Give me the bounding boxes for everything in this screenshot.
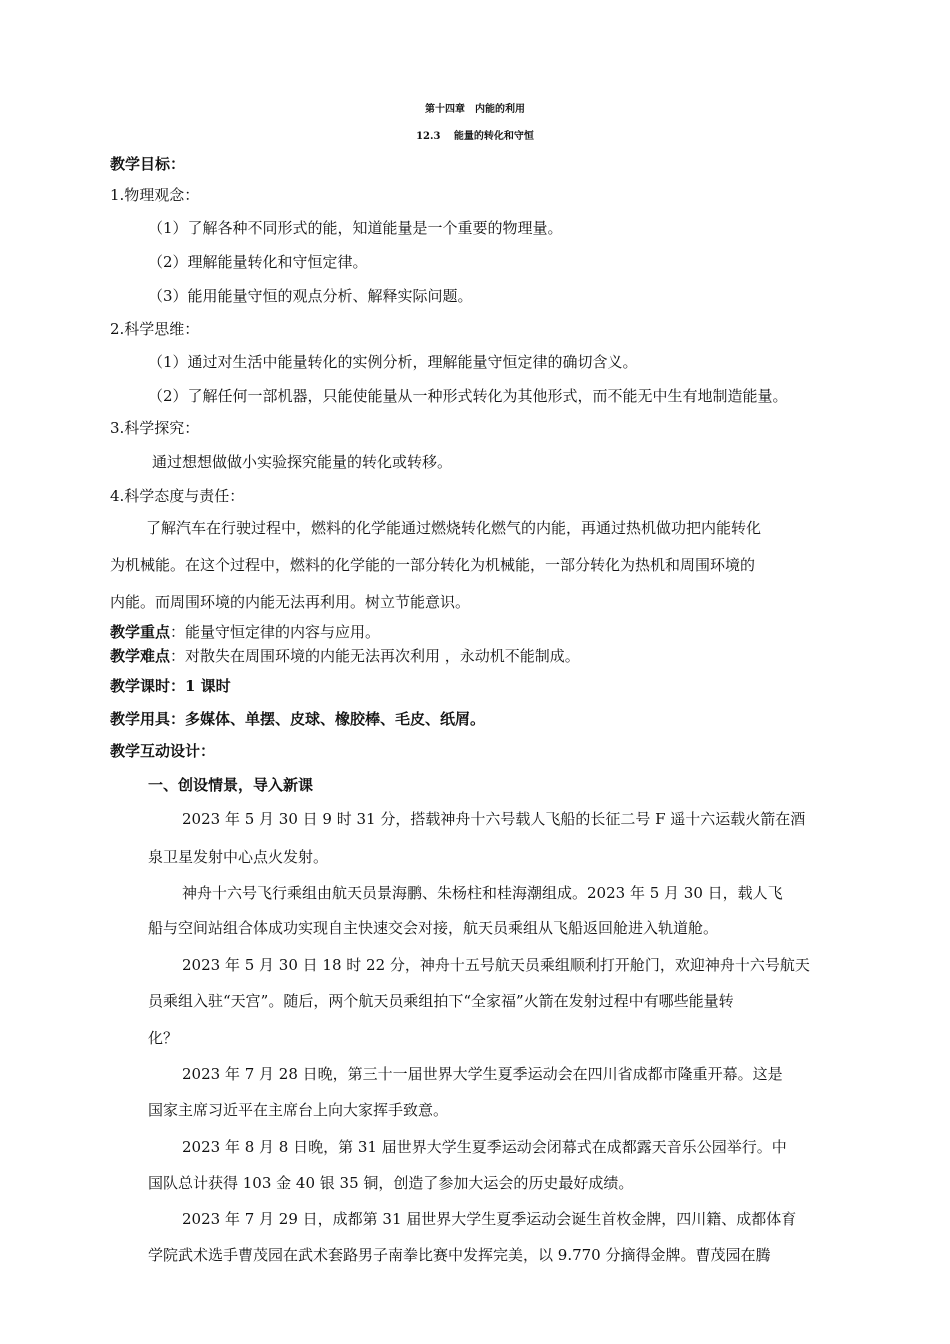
physics-concept-title: 1.物理观念： — [110, 186, 200, 204]
difficulty — [110, 646, 580, 666]
physics-concept-item: （3）能用能量守恒的观点分析、解释实际问题。 — [148, 287, 473, 305]
paragraph-line: 2023 年 5 月 30 日 9 时 31 分，搭载神舟十六号载人飞船的长征二号 F 遥十六运载火箭在酒 — [182, 810, 806, 828]
interactive-design-heading: 教学互动设计： — [110, 742, 216, 760]
attitude-text-line: 了解汽车在行驶过程中，燃料的化学能通过燃烧转化燃气的内能，再通过热机做功把内能转化 — [146, 519, 762, 537]
attitude-text-line: 内能。而周围环境的内能无法再利用。树立节能意识。 — [110, 593, 471, 611]
paragraph-line: 2023 年 8 月 8 日晚，第 31 届世界大学生夏季运动会闭幕式在成都露天音乐公园举行。中 — [182, 1138, 787, 1156]
objectives-heading: 教学目标： — [110, 155, 186, 173]
difficulty-text: ：对散失在周围环境的内能无法再次利用 ，永动机不能制成。 — [170, 647, 580, 665]
difficulty-label: 教学难点 — [110, 647, 171, 665]
teaching-tools: 教学用具：多媒体、单摆、皮球、橡胶棒、毛皮、纸屑。 — [110, 710, 486, 728]
class-hours: 教学课时：1 课时 — [110, 677, 231, 695]
scientific-inquiry-title: 3.科学探究： — [110, 419, 200, 437]
paragraph-line: 2023 年 7 月 28 日晚，第三十一届世界大学生夏季运动会在四川省成都市隆重开幕。这是 — [182, 1065, 783, 1083]
section-title: 12.3 能量的转化和守恒 — [416, 131, 534, 142]
key-point-text: ：能量守恒定律的内容与应用。 — [170, 623, 381, 641]
scientific-inquiry-text: 通过想想做做小实验探究能量的转化或转移。 — [152, 453, 453, 471]
scientific-thinking-title: 2.科学思维： — [110, 320, 200, 338]
paragraph-line: 国家主席习近平在主席台上向大家挥手致意。 — [148, 1101, 449, 1119]
attitude-text-line: 为机械能。在这个过程中，燃料的化学能的一部分转化为机械能，一部分转化为热机和周围环境的 — [110, 556, 756, 574]
paragraph-line: 神舟十六号飞行乘组由航天员景海鹏、朱杨柱和桂海潮组成。2023 年 5 月 30 日，载人飞 — [182, 884, 783, 902]
chapter-title: 第十四章 内能的利用 — [425, 104, 525, 115]
paragraph-line: 船与空间站组合体成功实现自主快速交会对接，航天员乘组从飞船返回舱进入轨道舱。 — [148, 919, 719, 937]
key-point-label: 教学重点 — [110, 623, 171, 641]
physics-concept-item: （1）了解各种不同形式的能，知道能量是一个重要的物理量。 — [148, 219, 563, 237]
section-one-title: 一、创设情景，导入新课 — [148, 776, 314, 794]
paragraph-line: 2023 年 7 月 29 日，成都第 31 届世界大学生夏季运动会诞生首枚金牌，四川籍、成都体育 — [182, 1210, 797, 1228]
paragraph-line: 员乘组入驻“天宫”。随后，两个航天员乘组拍下“全家福”火箭在发射过程中有哪些能量转 — [148, 992, 734, 1010]
paragraph-line: 2023 年 5 月 30 日 18 时 22 分，神舟十五号航天员乘组顺利打开舱门，欢迎神舟十六号航天 — [182, 956, 810, 974]
paragraph-line: 化？ — [148, 1029, 179, 1047]
paragraph-line: 学院武术选手曹茂园在武术套路男子南拳比赛中发挥完美，以 9.770 分摘得金牌。曹茂园在腾 — [148, 1246, 771, 1264]
physics-concept-item: （2）理解能量转化和守恒定律。 — [148, 253, 368, 271]
key-point — [110, 622, 380, 642]
scientific-thinking-item: （2）了解任何一部机器，只能使能量从一种形式转化为其他形式，而不能无中生有地制造能量。 — [148, 387, 788, 405]
scientific-thinking-item: （1）通过对生活中能量转化的实例分析，理解能量守恒定律的确切含义。 — [148, 353, 638, 371]
paragraph-line: 国队总计获得 103 金 40 银 35 铜，创造了参加大运会的历史最好成绩。 — [148, 1174, 634, 1192]
paragraph-line: 泉卫星发射中心点火发射。 — [148, 848, 329, 866]
attitude-title: 4.科学态度与责任： — [110, 487, 245, 505]
